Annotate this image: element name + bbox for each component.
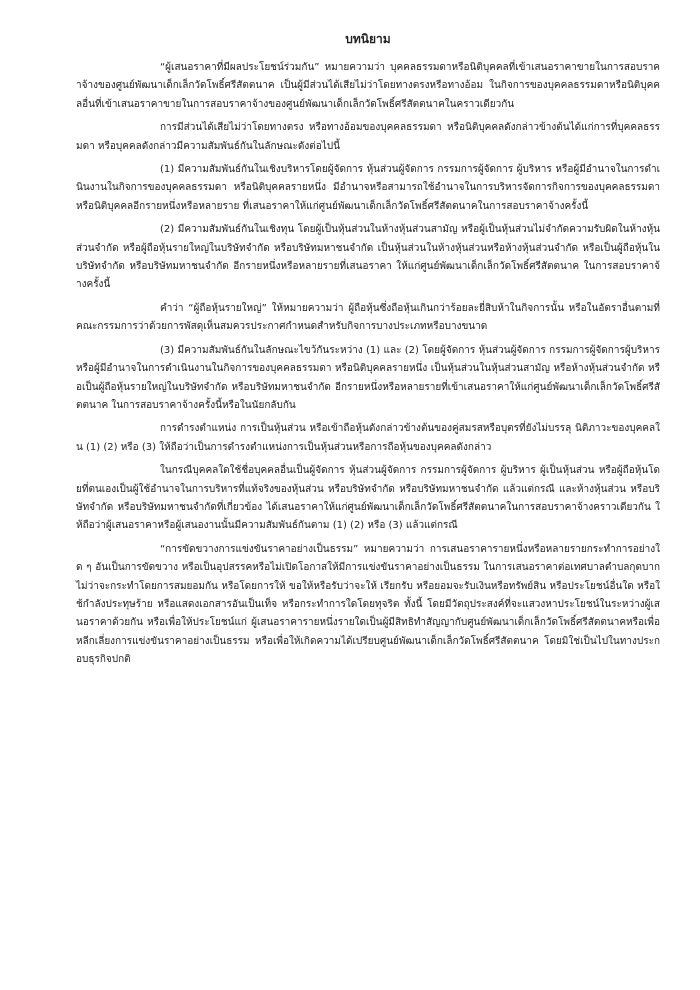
document-title: บทนิยาม xyxy=(345,32,391,46)
major-shareholder-definition: คำว่า “ผู้ถือหุ้นรายใหญ่” ให้หมายความว่า ผู้ถือหุ้นซึ่งถือหุ้นเกินกว่าร้อยละยี่สิบห้าในกิจการนั้น หรือในอัตราอื่นตามที่คณะกรรมการว่าด้วยการพัสดุเห็นสมควรประกาศกำหนดสำหรับกิจการบางประเภทหรือบางขนาด xyxy=(76,302,660,333)
relationship-clause-3: (3) มีความสัมพันธ์กันในลักษณะไขว้กันระหว่าง (1) และ (2) โดยผู้จัดการ หุ้นส่วนผู้จัดการ กรรมการผู้จัดการผู้บริหาร หรือผู้มีอำนาจในการดำเนินงานในกิจการของบุคคลธรรมดา หรือนิติบุคคลรายหนึ่ง เป็นหุ้นส่วนในหุ้นส่วนสามัญ หรือห้างหุ้นส่วนจำกัด หรือเป็นผู้ถือหุ้นรายใหญ่ในบริษัทจำกัด หรือบริษัทมหาชนจำกัด อีกรายหนึ่งหรือหลายรายที่เข้าเสนอราคาให้แก่ศูนย์พัฒนาเด็กเล็กวัดโพธิ์ศรีสัตตนาค ในการสอบราคาจ้างครั้งนี้หรือในนัยกลับกัน xyxy=(76,344,660,411)
spouse-children-clause: การดำรงตำแหน่ง การเป็นหุ้นส่วน หรือเข้าถือหุ้นดังกล่าวข้างต้นของคู่สมรสหรือบุตรที่ยังไม่บรรลุ นิติภาวะของบุคคลใน (1) (2) หรือ (3) ให้ถือว่าเป็นการดำรงตำแหน่งการเป็นหุ้นส่วนหรือการถือหุ้นของบุคคลดังกล่าว xyxy=(76,423,660,453)
definition-obstructing-competition: “การขัดขวางการแข่งขันราคาอย่างเป็นธรรม” หมายความว่า การเสนอราคารายหนึ่งหรือหลายรายกระทำการอย่างใด ๆ อันเป็นการขัดขวาง หรือเป็นอุปสรรคหรือไม่เปิดโอกาสให้มีการแข่งขันราคาอย่างเป็นธรรม ในการเสนอราคาต่อเทศบาลตำบลกุดบาก ไม่ว่าจะกระทำโดยการสมยอมกัน หรือโดยการให้ ขอให้หรือรับว่าจะให้ เรียกรับ หรือยอมจะรับเงินหรือทรัพย์สิน หรือประโยชน์อื่นใด หรือใช้กำลังประทุษร้าย หรือแสดงเอกสารอันเป็นเท็จ หรือกระทำการใดโดยทุจริต ทั้งนี้ โดยมีวัตถุประสงค์ที่จะแสวงหาประโยชน์ในระหว่างผู้เสนอราคาด้วยกัน หรือเพื่อให้ประโยชน์แก่ ผู้เสนอราคารายหนึ่งรายใดเป็นผู้มีสิทธิทำสัญญากับศูนย์พัฒนาเด็กเล็กวัดโพธิ์ศรีสัตตนาคหรือเพื่อหลีกเลี่ยงการแข่งขันราคาอย่างเป็นธรรม หรือเพื่อให้เกิดความได้เปรียบศูนย์พัฒนาเด็กเล็กวัดโพธิ์ศรีสัตตนาค โดยมิใช่เป็นไปในทางประกอบธุรกิจปกติ xyxy=(76,543,660,666)
definition-joint-interest: “ผู้เสนอราคาที่มีผลประโยชน์ร่วมกัน” หมายความว่า บุคคลธรรมดาหรือนิติบุคคลที่เข้าเสนอราคาขายในการสอบราคาจ้างของศูนย์พัฒนาเด็กเล็กวัดโพธิ์ศรีสัตตนาค เป็นผู้มีส่วนได้เสียไม่ว่าโดยทางตรงหรือทางอ้อม ในกิจการของบุคคลธรรมดาหรือนิติบุคคลอื่นที่เข้าเสนอราคาขายในการสอบราคาจ้างของศูนย์พัฒนาเด็กเล็กวัดโพธิ์ศรีสัตตนาคในคราวเดียวกัน xyxy=(76,62,660,110)
nominee-clause: ในกรณีบุคคลใดใช้ชื่อบุคคลอื่นเป็นผู้จัดการ หุ้นส่วนผู้จัดการ กรรมการผู้จัดการ ผู้บริหาร ผู้เป็นหุ้นส่วน หรือผู้ถือหุ้นโดยที่ตนเองเป็นผู้ใช้อำนาจในการบริหารที่แท้จริงของหุ้นส่วน หรือบริษัทจำกัด หรือบริษัทมหาชนจำกัด แล้วแต่กรณี และห้างหุ้นส่วน หรือบริษัทจำกัด หรือบริษัทมหาชนจำกัดที่เกี่ยวข้อง ได้เสนอราคาให้แก่ศูนย์พัฒนาเด็กเล็กวัดโพธิ์ศรีสัตตนาคในการสอบราคาจ้างคราวเดียวกัน ให้ถือว่าผู้เสนอราคาหรือผู้เสนองานนั้นมีความสัมพันธ์กันตาม (1) (2) หรือ (3) แล้วแต่กรณี xyxy=(76,465,660,532)
interest-description: การมีส่วนได้เสียไม่ว่าโดยทางตรง หรือทางอ้อมของบุคคลธรรมดา หรือนิติบุคคลดังกล่าวข้างต้นได้แก่การที่บุคคลธรรมดา หรือบุคคลดังกล่าวมีความสัมพันธ์กันในลักษณะดังต่อไปนี้ xyxy=(76,122,660,152)
relationship-clause-1: (1) มีความสัมพันธ์กันในเชิงบริหารโดยผู้จัดการ หุ้นส่วนผู้จัดการ กรรมการผู้จัดการ ผู้บริหาร หรือผู้มีอำนาจในการดำเนินงานในกิจการของบุคคลธรรมดา หรือนิติบุคคลรายหนึ่ง มีอำนาจหรือสามารถใช้อำนาจในการบริหารจัดการกิจการของบุคคลธรรมดา หรือนิติบุคคลอีกรายหนึ่งหรือหลายราย ที่เสนอราคาให้แก่ศูนย์พัฒนาเด็กเล็กวัดโพธิ์ศรีสัตตนาคในการสอบราคาจ้างครั้งนี้ xyxy=(76,164,660,212)
relationship-clause-2: (2) มีความสัมพันธ์กันในเชิงทุน โดยผู้เป็นหุ้นส่วนในห้างหุ้นส่วนสามัญ หรือผู้เป็นหุ้นส่วนไม่จำกัดความรับผิดในห้างหุ้นส่วนจำกัด หรือผู้ถือหุ้นรายใหญ่ในบริษัทจำกัด หรือบริษัทมหาชนจำกัด เป็นหุ้นส่วนในห้างหุ้นส่วนหรือห้างหุ้นส่วนจำกัด หรือเป็นผู้ถือหุ้นในบริษัทจำกัด หรือบริษัทมหาชนจำกัด อีกรายหนึ่งหรือหลายรายที่เสนอราคา ให้แก่ศูนย์พัฒนาเด็กเล็กวัดโพธิ์ศรีสัตตนาค ในการสอบราคาจ้างครั้งนี้ xyxy=(76,224,660,291)
